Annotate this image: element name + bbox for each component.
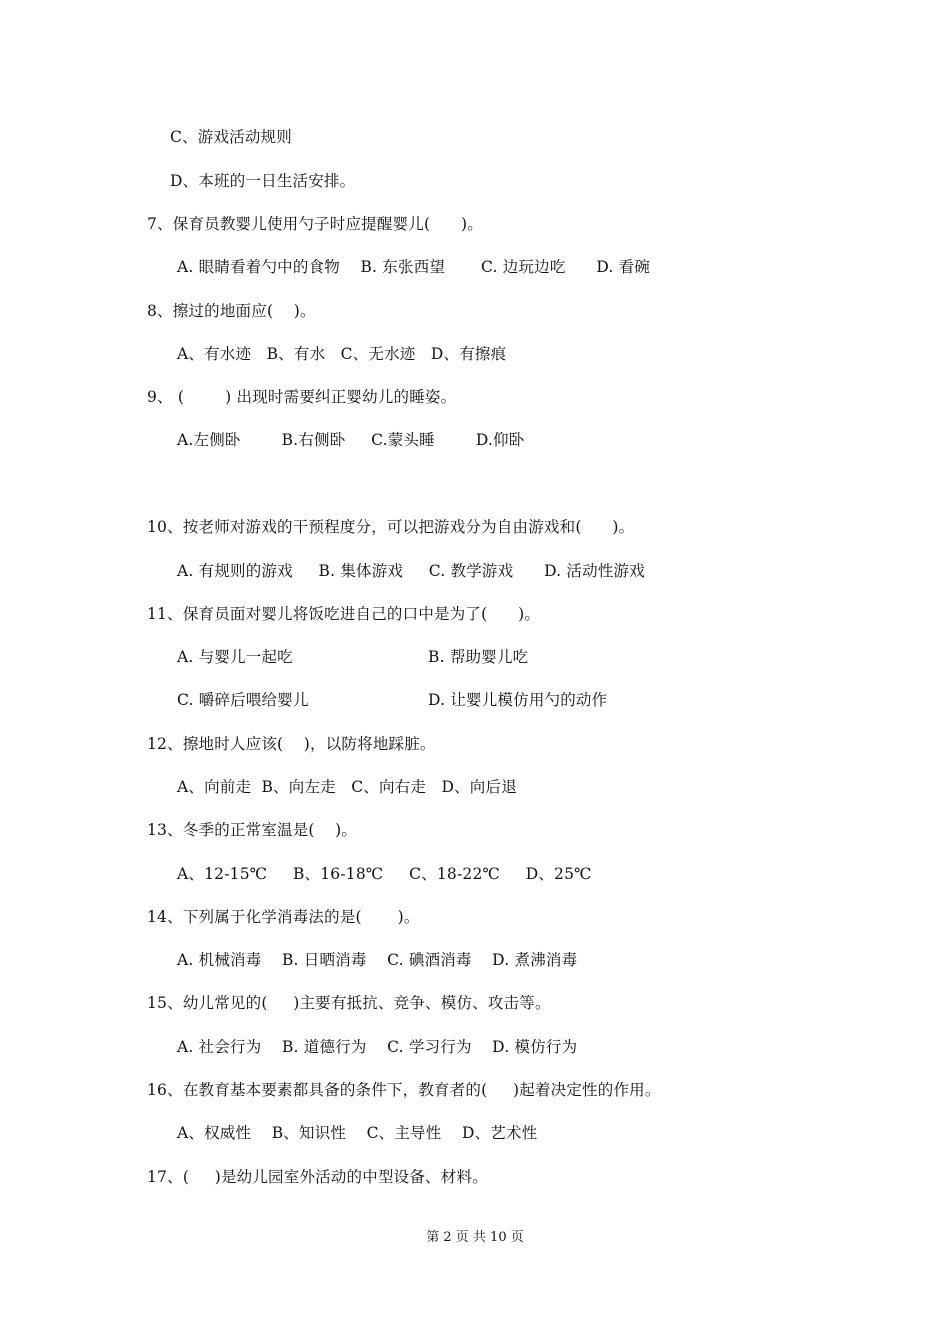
question-11: 11、保育员面对婴儿将饭吃进自己的口中是为了( )。 <box>147 605 541 623</box>
question-17: 17、( )是幼儿园室外活动的中型设备、材料。 <box>147 1168 488 1186</box>
options-13: A、12-15℃ B、16-18℃ C、18-22℃ D、25℃ <box>177 865 592 883</box>
question-12: 12、擦地时人应该( )，以防将地踩脏。 <box>147 735 436 753</box>
options-7: A. 眼睛看着勺中的食物 B. 东张西望 C. 边玩边吃 D. 看碗 <box>177 258 651 276</box>
question-7: 7、保育员教婴儿使用勺子时应提醒婴儿( )。 <box>147 215 483 233</box>
option-11b: B. 帮助婴儿吃 <box>428 648 529 666</box>
question-13: 13、冬季的正常室温是( )。 <box>147 821 358 839</box>
page-footer: 第 2 页 共 10 页 <box>426 1230 524 1245</box>
options-10: A. 有规则的游戏 B. 集体游戏 C. 教学游戏 D. 活动性游戏 <box>177 562 645 580</box>
question-14: 14、下列属于化学消毒法的是( )。 <box>147 908 420 926</box>
option-11c: C. 嚼碎后喂给婴儿 <box>177 691 309 709</box>
options-15: A. 社会行为 B. 道德行为 C. 学习行为 D. 模仿行为 <box>177 1038 578 1056</box>
options-8: A、有水迹 B、有水 C、无水迹 D、有擦痕 <box>177 345 507 363</box>
question-8: 8、擦过的地面应( )。 <box>147 302 316 320</box>
option-6c: C、游戏活动规则 <box>170 128 292 146</box>
question-10: 10、按老师对游戏的干预程度分，可以把游戏分为自由游戏和( )。 <box>147 518 635 536</box>
options-14: A. 机械消毒 B. 日晒消毒 C. 碘酒消毒 D. 煮沸消毒 <box>177 951 578 969</box>
option-6d: D、本班的一日生活安排。 <box>170 172 356 190</box>
option-11d: D. 让婴儿模仿用勺的动作 <box>428 691 608 709</box>
option-11a: A. 与婴儿一起吃 <box>177 648 293 666</box>
question-15: 15、幼儿常见的( )主要有抵抗、竞争、模仿、攻击等。 <box>147 994 551 1012</box>
options-9: A.左侧卧 B.右侧卧 C.蒙头睡 D.仰卧 <box>177 431 525 449</box>
question-16: 16、在教育基本要素都具备的条件下，教育者的( )起着决定性的作用。 <box>147 1081 661 1099</box>
options-16: A、权威性 B、知识性 C、主导性 D、艺术性 <box>177 1124 538 1142</box>
question-9: 9、 ( ) 出现时需要纠正婴幼儿的睡姿。 <box>147 388 457 406</box>
options-12: A、向前走 B、向左走 C、向右走 D、向后退 <box>177 778 517 796</box>
